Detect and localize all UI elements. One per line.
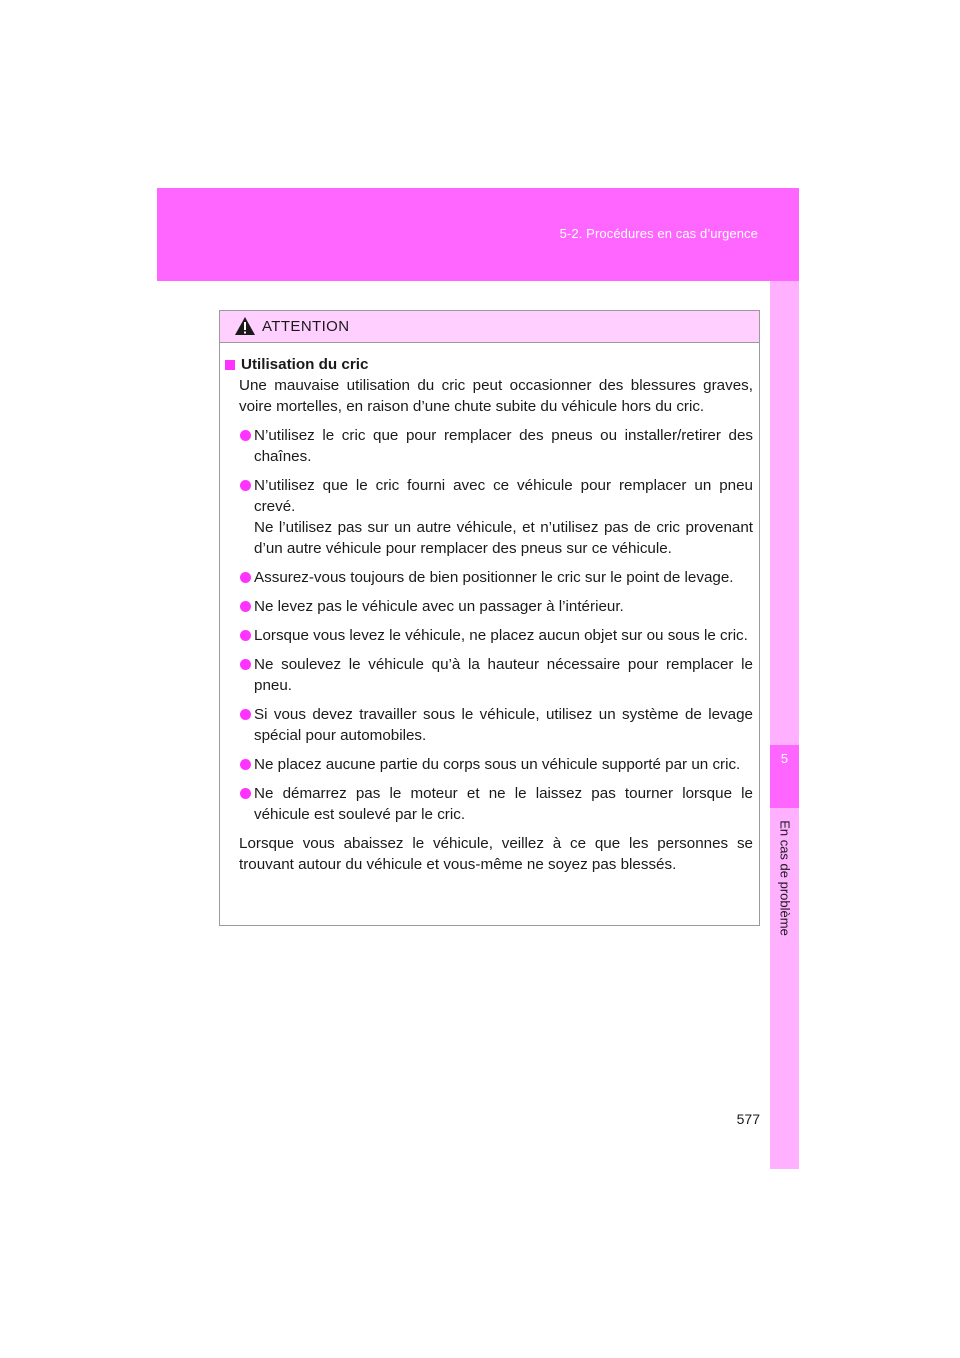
list-item-text: Ne soulevez le véhicule qu’à la hauteur nécessaire pour remplacer le pneu. [254,656,753,694]
list-item [225,625,753,646]
list-item [225,654,753,696]
list-item-text: Si vous devez travailler sous le véhicule, utilisez un système de levage spécial pour automobiles. [254,706,753,744]
round-bullet-icon [240,572,251,583]
round-bullet-icon [240,601,251,612]
intro-paragraph: Une mauvaise utilisation du cric peut occasionner des blessures graves, voire mortelles, en raison d’une chute subite du véhicule hors du cric. [239,377,753,415]
header-band [157,188,799,281]
list-item [225,704,753,746]
square-bullet-icon [225,360,235,370]
chapter-label: En cas de problème [777,820,792,936]
list-item-text: Assurez-vous toujours de bien positionner le cric sur le point de levage. [254,569,734,586]
list-item [225,754,753,775]
list-item [225,475,753,559]
round-bullet-icon [240,759,251,770]
caution-title: ATTENTION [262,318,350,335]
section-heading [225,354,753,375]
chapter-label-container [772,808,797,948]
list-item-text: N’utilisez que le cric fourni avec ce véhicule pour remplacer un pneu crevé. [254,477,753,515]
closing-paragraph: Lorsque vous abaissez le véhicule, veillez à ce que les personnes se trouvant autour du véhicule et vous-même ne soyez pas blessés. [239,835,753,873]
section-heading-text: Utilisation du cric [241,356,369,373]
list-item-text: Ne placez aucune partie du corps sous un véhicule supporté par un cric. [254,756,741,773]
round-bullet-icon [240,659,251,670]
round-bullet-icon [240,788,251,799]
caution-body [220,343,759,875]
list-item-text: Ne démarrez pas le moteur et ne le laissez pas tourner lorsque le véhicule est soulevé par le cric. [254,785,753,823]
page-number: 577 [736,1111,760,1127]
list-item-text: N’utilisez le cric que pour remplacer des pneus ou installer/retirer des chaînes. [254,427,753,465]
list-item [225,596,753,617]
list-item [225,425,753,467]
list-item-extra-text: Ne l’utilisez pas sur un autre véhicule, et n’utilisez pas de cric provenant d’un autre véhicule pour remplacer des pneus sur ce véhicule. [254,519,753,557]
chapter-side-strip [770,281,799,1169]
chapter-tab [770,745,799,808]
caution-header [220,311,759,343]
list-item-text: Lorsque vous levez le véhicule, ne placez aucun objet sur ou sous le cric. [254,627,748,644]
round-bullet-icon [240,709,251,720]
caution-box [219,310,760,926]
section-header-title: 5-2. Procédures en cas d’urgence [559,226,758,241]
list-item [225,783,753,825]
list-item [225,567,753,588]
list-item-text: Ne levez pas le véhicule avec un passager à l’intérieur. [254,598,624,615]
chapter-number: 5 [780,751,789,766]
round-bullet-icon [240,480,251,491]
round-bullet-icon [240,630,251,641]
round-bullet-icon [240,430,251,441]
warning-triangle-icon [234,316,256,336]
